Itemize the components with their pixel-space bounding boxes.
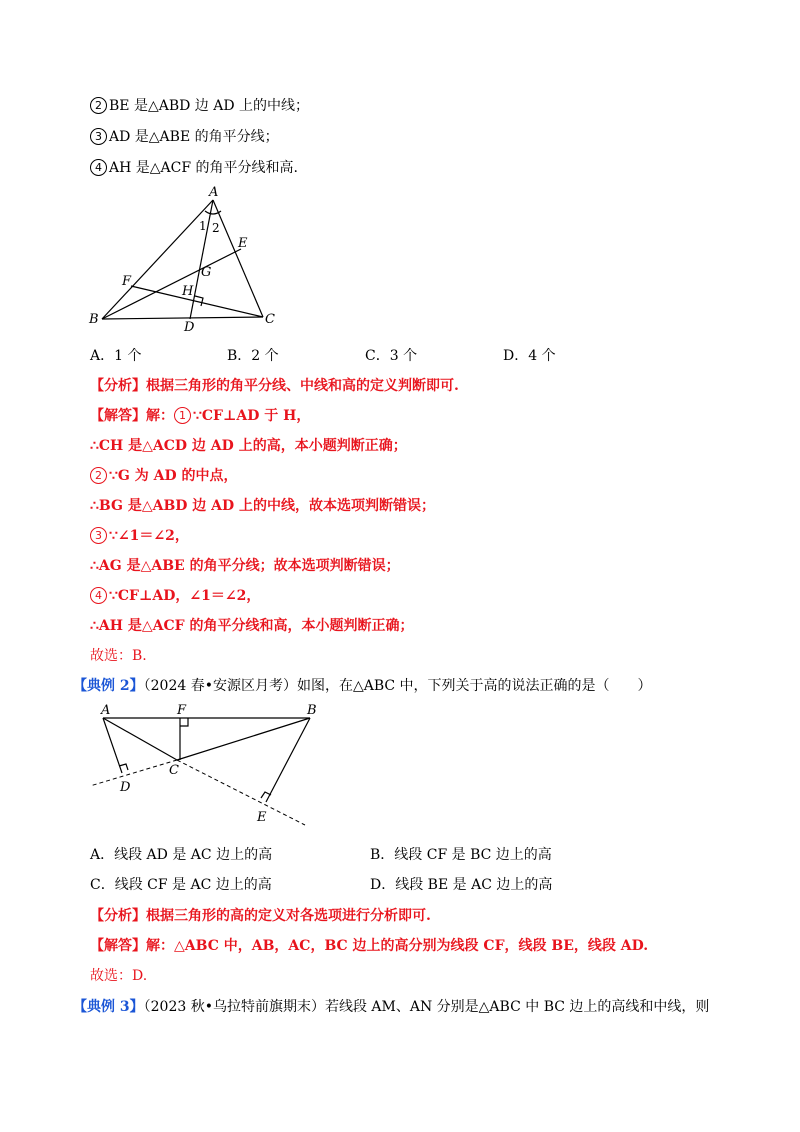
answer-1: 故选：B. [90,648,147,664]
label-G: G [201,265,212,280]
solution-line: ∴AG 是△ABE 的角平分线；故本选项判断错误； [90,558,400,574]
angle-1-label: 1 [199,219,207,233]
option-c: C．线段 CF 是 AC 边上的高 [90,877,272,893]
label-E: E [238,236,248,251]
label-F: F [122,274,132,289]
statement-2: 2 BE 是△ABD 边 AD 上的中线； [90,96,309,116]
example-2-question: 【典例 2】（2024 春•安源区月考）如图，在△ABC 中，下列关于高的说法正确的是（ ） [73,678,652,694]
triangle-figure-1 [85,183,305,333]
solution-line: 【解答】解： 1 ∵CF⊥AD 于 H， [90,408,311,424]
option-d: D．线段 BE 是 AC 边上的高 [370,877,553,893]
label-C: C [169,763,179,778]
solution-line: 2 ∵G 为 AD 的中点， [90,466,238,486]
option-b: B．线段 CF 是 BC 边上的高 [370,847,552,863]
label-A: A [209,185,219,200]
label-D: D [120,780,131,795]
option-c: C．3 个 [365,348,418,364]
triangle-figure-2 [85,700,315,830]
statement-3: 3 AD 是△ABE 的角平分线； [90,127,279,147]
option-d: D．4 个 [503,348,556,364]
label-H: H [182,284,194,299]
label-D: D [184,320,195,335]
circled-number: 4 [90,159,107,176]
option-b: B．2 个 [227,348,279,364]
label-A: A [101,703,111,718]
solution-2: 【解答】解：△ABC 中，AB，AC，BC 边上的高分别为线段 CF，线段 BE，线段 AD. [90,938,649,954]
angle-2-label: 2 [212,221,220,235]
solution-line: ∴AH 是△ACF 的角平分线和高，本小题判断正确； [90,618,414,634]
label-B: B [307,703,317,718]
example-3-question: 【典例 3】（2023 秋•乌拉特前旗期末）若线段 AM、AN 分别是△ABC 中 BC 边上的高线和中线，则 [73,999,710,1015]
solution-line: 4 ∵CF⊥AD，∠1＝∠2， [90,586,260,606]
circled-number: 4 [90,587,107,604]
analysis-2: 【分析】根据三角形的高的定义对各选项进行分析即可. [90,908,431,924]
solution-line: ∴CH 是△ACD 边 AD 上的高，本小题判断正确； [90,438,407,454]
option-a: A．线段 AD 是 AC 边上的高 [90,847,273,863]
example-tag: 【典例 3】 [73,999,144,1015]
option-a: A．1 个 [90,348,142,364]
solution-line: 3 ∵∠1＝∠2， [90,526,189,546]
label-B: B [89,312,99,327]
circled-number: 3 [90,128,107,145]
example-tag: 【典例 2】 [73,678,144,694]
statement-4: 4 AH 是△ACF 的角平分线和高. [90,158,298,178]
label-C: C [265,312,275,327]
circled-number: 1 [174,407,191,424]
analysis-1: 【分析】根据三角形的角平分线、中线和高的定义判断即可. [90,378,459,394]
label-F: F [177,703,187,718]
label-E: E [257,810,267,825]
circled-number: 2 [90,97,107,114]
circled-number: 3 [90,527,107,544]
circled-number: 2 [90,467,107,484]
answer-2: 故选：D. [90,968,148,984]
solution-line: ∴BG 是△ABD 边 AD 上的中线，故本选项判断错误； [90,498,436,514]
